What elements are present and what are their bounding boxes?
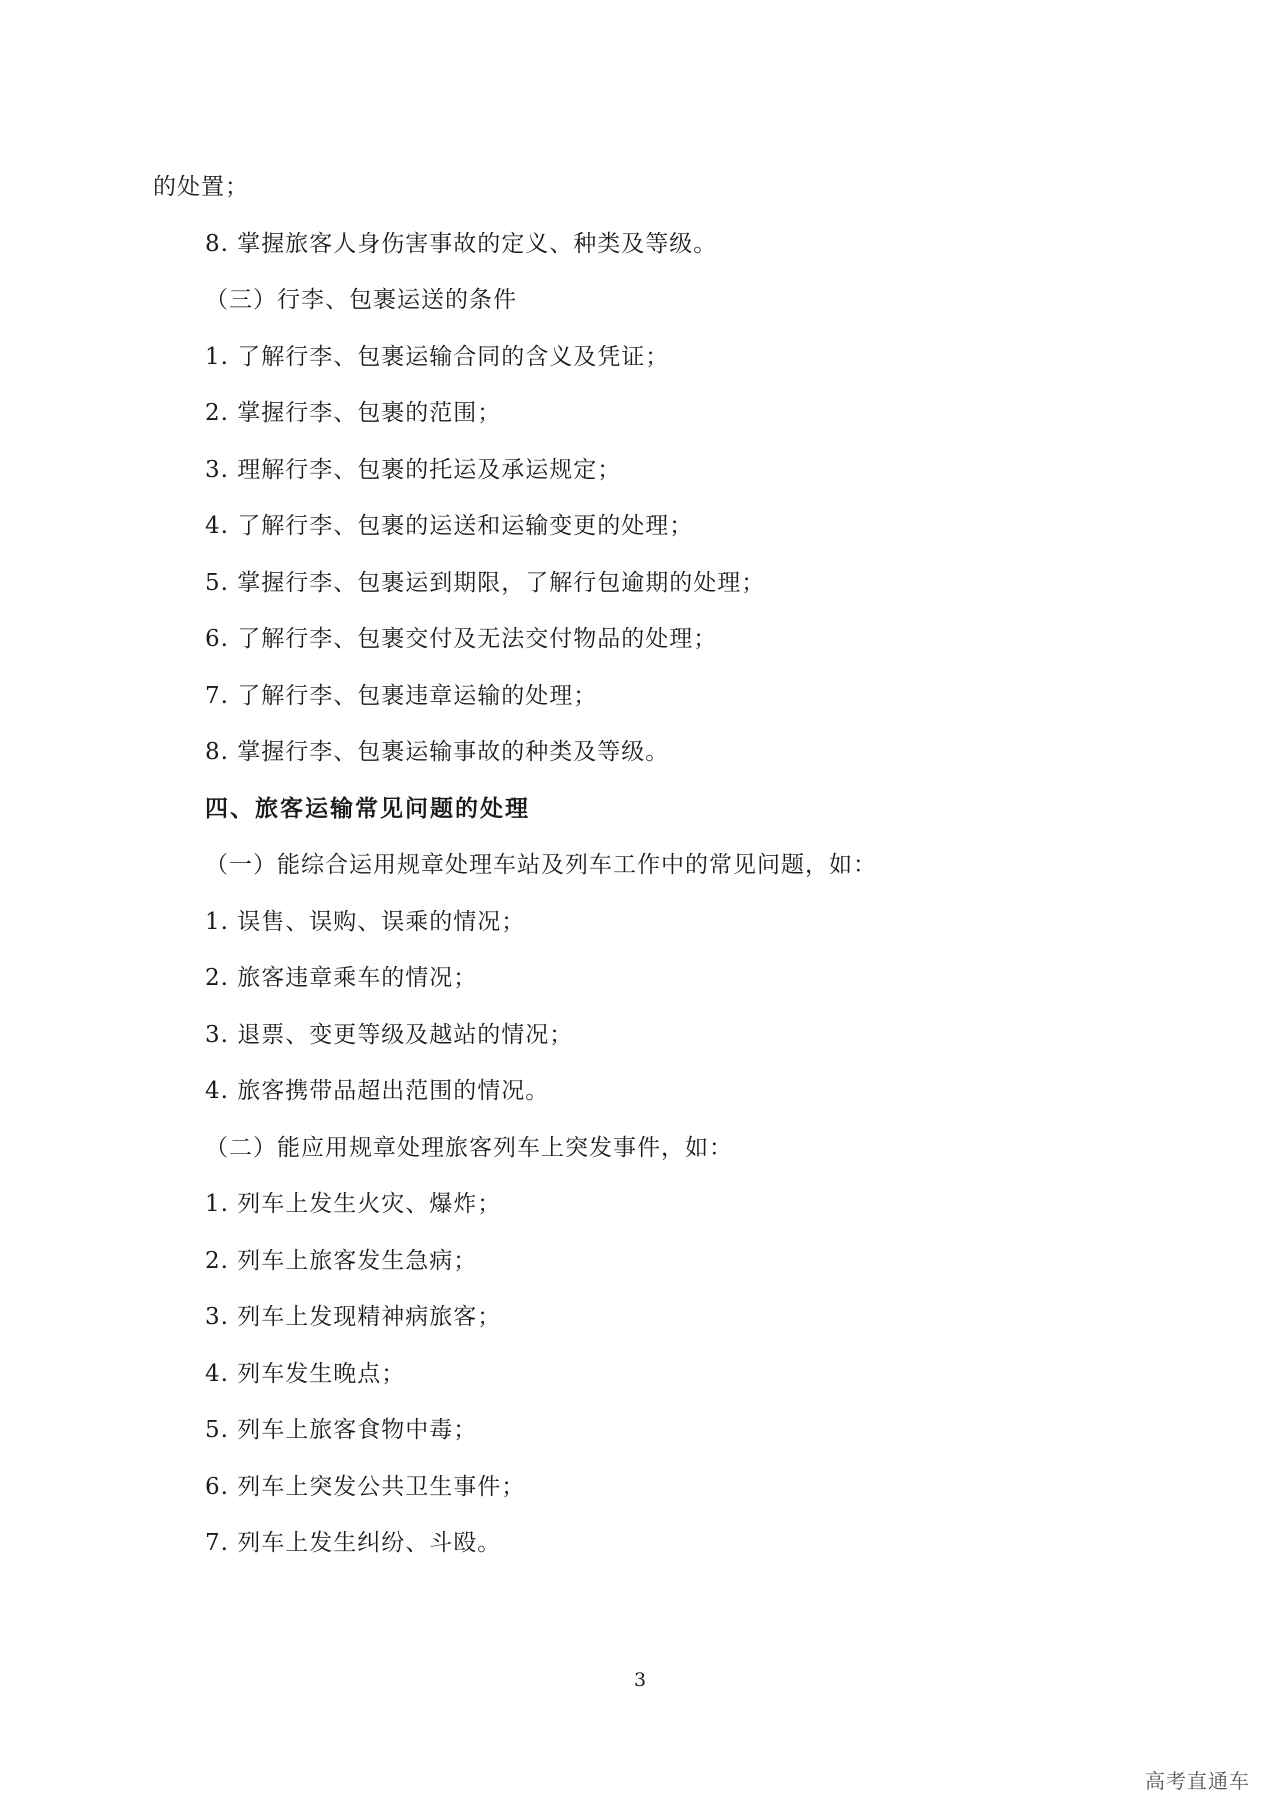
section-subheading: （一）能综合运用规章处理车站及列车工作中的常见问题，如： bbox=[205, 852, 877, 878]
list-item: 3. 列车上发现精神病旅客； bbox=[205, 1304, 502, 1330]
paragraph-line: 的处置； bbox=[153, 174, 249, 200]
watermark-text: 高考直通车 bbox=[1145, 1769, 1250, 1793]
list-item: 6. 了解行李、包裹交付及无法交付物品的处理； bbox=[205, 626, 718, 652]
list-item: 2. 旅客违章乘车的情况； bbox=[205, 965, 478, 991]
list-item: 5. 掌握行李、包裹运到期限，了解行包逾期的处理； bbox=[205, 570, 766, 596]
list-item: 8. 掌握旅客人身伤害事故的定义、种类及等级。 bbox=[205, 231, 718, 257]
section-subheading: （二）能应用规章处理旅客列车上突发事件，如： bbox=[205, 1135, 733, 1161]
list-item: 6. 列车上突发公共卫生事件； bbox=[205, 1474, 526, 1500]
list-item: 7. 列车上发生纠纷、斗殴。 bbox=[205, 1530, 502, 1556]
list-item: 1. 列车上发生火灾、爆炸； bbox=[205, 1191, 502, 1217]
page-number: 3 bbox=[633, 1669, 647, 1691]
list-item: 2. 列车上旅客发生急病； bbox=[205, 1248, 478, 1274]
list-item: 1. 误售、误购、误乘的情况； bbox=[205, 909, 526, 935]
list-item: 1. 了解行李、包裹运输合同的含义及凭证； bbox=[205, 344, 670, 370]
list-item: 5. 列车上旅客食物中毒； bbox=[205, 1417, 478, 1443]
list-item: 4. 旅客携带品超出范围的情况。 bbox=[205, 1078, 550, 1104]
list-item: 2. 掌握行李、包裹的范围； bbox=[205, 400, 502, 426]
list-item: 7. 了解行李、包裹违章运输的处理； bbox=[205, 683, 598, 709]
list-item: 3. 理解行李、包裹的托运及承运规定； bbox=[205, 457, 622, 483]
section-subheading: （三）行李、包裹运送的条件 bbox=[205, 287, 517, 313]
list-item: 8. 掌握行李、包裹运输事故的种类及等级。 bbox=[205, 739, 670, 765]
section-heading: 四、旅客运输常见问题的处理 bbox=[205, 796, 530, 822]
list-item: 4. 了解行李、包裹的运送和运输变更的处理； bbox=[205, 513, 694, 539]
list-item: 4. 列车发生晚点； bbox=[205, 1361, 406, 1387]
list-item: 3. 退票、变更等级及越站的情况； bbox=[205, 1022, 574, 1048]
